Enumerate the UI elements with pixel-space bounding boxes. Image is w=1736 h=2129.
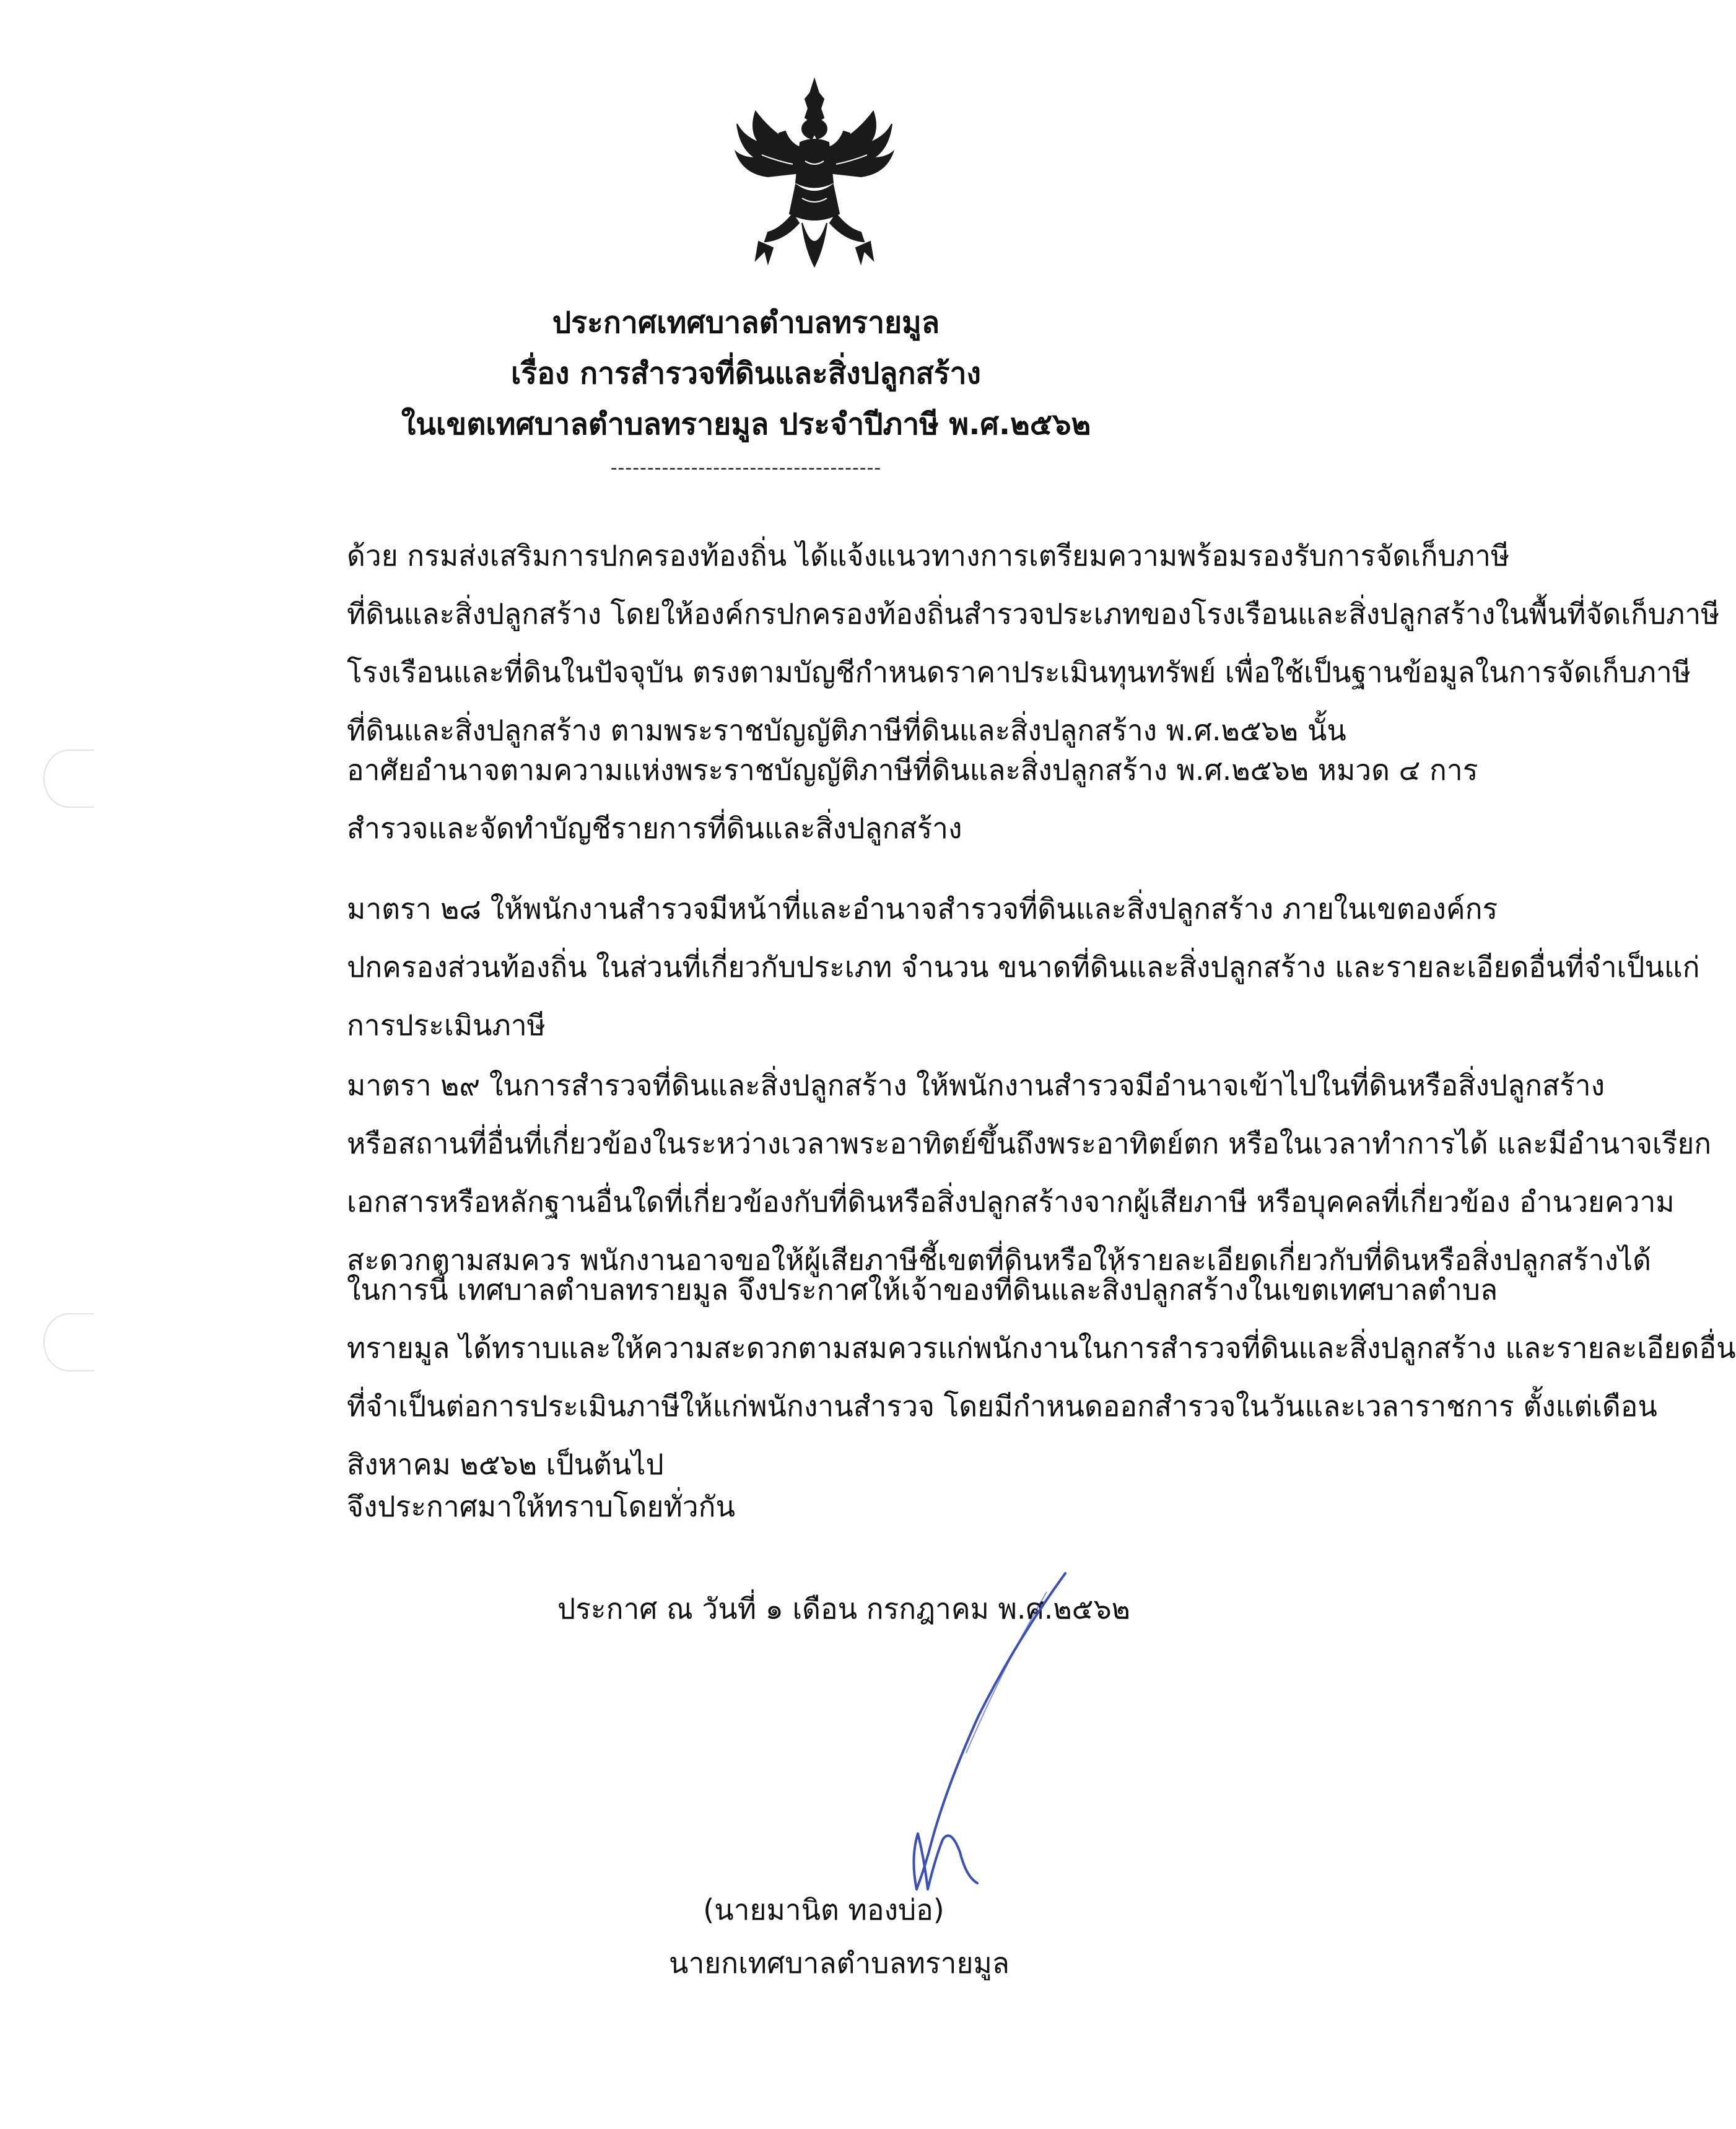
paragraph-line: ปกครองส่วนท้องถิ่น ในส่วนที่เกี่ยวกับประเภท จำนวน ขนาดที่ดินและสิ่งปลูกสร้าง และรายละเอียดอื่นที่จำเป็นแก่ <box>347 950 1700 984</box>
paragraph-line: โรงเรือนและที่ดินในปัจจุบัน ตรงตามบัญชีกำหนดราคาประเมินทุนทรัพย์ เพื่อใช้เป็นฐานข้อมูลในการจัดเก็บภาษี <box>347 655 1691 689</box>
paragraph-line: ที่ดินและสิ่งปลูกสร้าง ตามพระราชบัญญัติภาษีที่ดินและสิ่งปลูกสร้าง พ.ศ.๒๕๖๒ นั้น <box>347 714 1346 747</box>
paragraph-line: มาตรา ๒๘ ให้พนักงานสำรวจมีหน้าที่และอำนาจสำรวจที่ดินและสิ่งปลูกสร้าง ภายในเขตองค์กร <box>347 892 1498 925</box>
paragraph-line: ทรายมูล ได้ทราบและให้ความสะดวกตามสมควรแก่พนักงานในการสำรวจที่ดินและสิ่งปลูกสร้าง และรายละเอียดอื่น <box>347 1331 1736 1365</box>
paragraph-5 <box>192 1261 1736 1493</box>
signer-title: นายกเทศบาลตำบลทรายมูล <box>669 1946 1010 1980</box>
header-divider: ------------------------------------- <box>610 457 882 479</box>
signer-name: (นายมานิต ทองบ่อ) <box>703 1893 944 1926</box>
paragraph-line: เอกสารหรือหลักฐานอื่นใดที่เกี่ยวข้องกับที่ดินหรือสิ่งปลูกสร้างจากผู้เสียภาษี หรือบุคคลที่เกี่ยวข้อง อำนวยความ <box>347 1185 1675 1218</box>
paragraph-line: สิงหาคม ๒๕๖๒ เป็นต้นไป <box>347 1448 664 1481</box>
scope-line: ในเขตเทศบาลตำบลทรายมูล ประจำปีภาษี พ.ศ.๒๕๖๒ <box>401 407 1091 442</box>
signer-block <box>669 1883 1010 1990</box>
paragraph-line: หรือสถานที่อื่นที่เกี่ยวข้องในระหว่างเวลาพระอาทิตย์ขึ้นถึงพระอาทิตย์ตก หรือในเวลาทำการได้ และมีอำนาจเรียก <box>347 1127 1712 1160</box>
paragraph-4 <box>192 1056 1712 1289</box>
scan-hole-mark <box>43 1313 94 1371</box>
handwritten-signature-icon <box>780 1567 1090 1914</box>
closing-statement: จึงประกาศมาให้ทราบโดยทั่วกัน <box>347 1490 735 1523</box>
paragraph-2 <box>192 741 1478 857</box>
paragraph-line: ด้วย กรมส่งเสริมการปกครองท้องถิ่น ได้แจ้งแนวทางการเตรียมความพร้อมรองรับการจัดเก็บภาษี <box>347 539 1510 572</box>
paragraph-line: ในการนี้ เทศบาลตำบลทรายมูล จึงประกาศให้เจ้าของที่ดินและสิ่งปลูกสร้างในเขตเทศบาลตำบล <box>347 1273 1498 1306</box>
paragraph-1 <box>192 527 1720 759</box>
paragraph-line: อาศัยอำนาจตามความแห่งพระราชบัญญัติภาษีที่ดินและสิ่งปลูกสร้าง พ.ศ.๒๕๖๒ หมวด ๔ การ <box>347 753 1478 787</box>
paragraph-line: การประเมินภาษี <box>347 1008 546 1042</box>
garuda-emblem-icon <box>731 74 898 273</box>
scan-hole-mark <box>43 750 94 808</box>
paragraph-line: สะดวกตามสมควร พนักงานอาจขอให้ผู้เสียภาษีชี้เขตที่ดินหรือให้รายละเอียดเกี่ยวกับที่ดินหรือสิ่งปลูกสร้างได้ <box>347 1243 1651 1277</box>
announcement-title: ประกาศเทศบาลตำบลทรายมูล <box>552 305 940 340</box>
paragraph-3 <box>192 880 1700 1054</box>
paragraph-line: ที่ดินและสิ่งปลูกสร้าง โดยให้องค์กรปกครองท้องถิ่นสำรวจประเภทของโรงเรือนและสิ่งปลูกสร้างในพื้นที่จัดเก็บภาษี <box>347 597 1720 631</box>
paragraph-line: ที่จำเป็นต่อการประเมินภาษีให้แก่พนักงานสำรวจ โดยมีกำหนดออกสำรวจในวันและเวลาราชการ ตั้งแต่เดือน <box>347 1389 1657 1423</box>
subject-line: เรื่อง การสำรวจที่ดินและสิ่งปลูกสร้าง <box>511 356 981 391</box>
document-header <box>0 297 1492 487</box>
announcement-date: ประกาศ ณ วันที่ ๑ เดือน กรกฎาคม พ.ศ.๒๕๖๒ <box>557 1592 1131 1625</box>
paragraph-line: มาตรา ๒๙ ในการสำรวจที่ดินและสิ่งปลูกสร้าง ให้พนักงานสำรวจมีอำนาจเข้าไปในที่ดินหรือสิ่งปลูกสร้าง <box>347 1069 1605 1102</box>
paragraph-line: สำรวจและจัดทำบัญชีรายการที่ดินและสิ่งปลูกสร้าง <box>347 811 962 845</box>
